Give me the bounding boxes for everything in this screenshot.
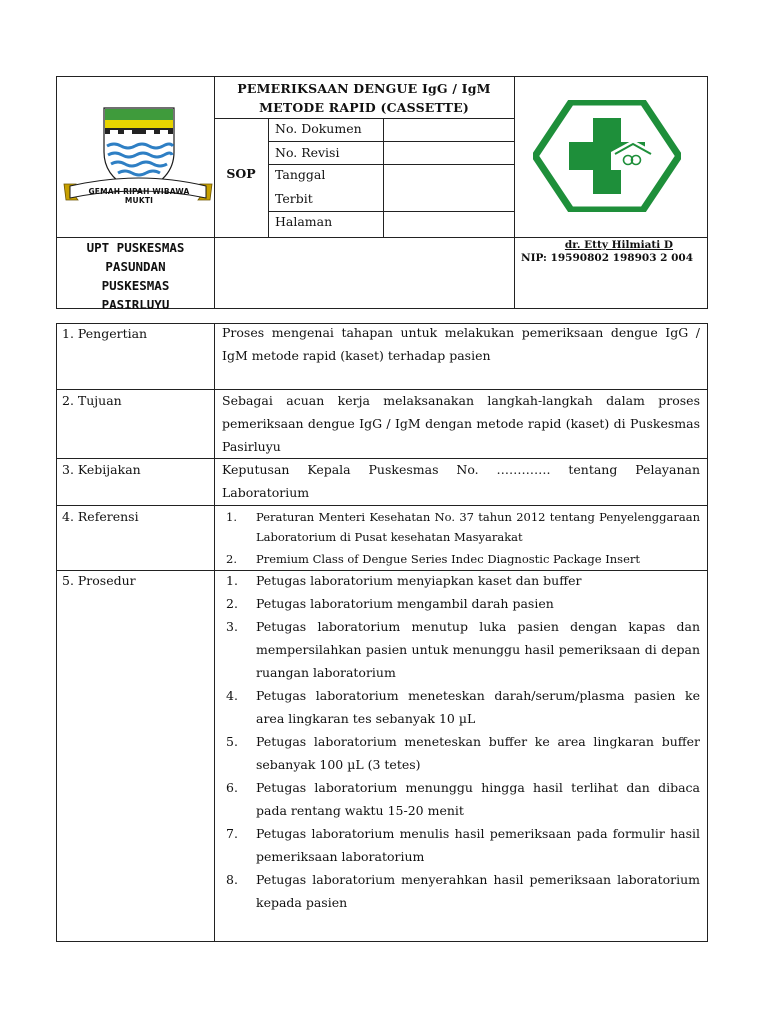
document-title [215, 79, 513, 117]
list-item: 1. Petugas laboratorium menyiapkan kaset dan buffer [226, 573, 582, 588]
org-line-1: UPT PUSKESMAS [86, 240, 185, 255]
text-tujuan: Sebagai acuan kerja melaksanakan langkah-langkah dalam proses pemeriksaan dengue IgG / IgM dengan metode rapid (kaset) di Puskesmas Pasirluyu [222, 393, 700, 454]
title-line-2: METODE RAPID (CASSETTE) [259, 100, 469, 115]
signatory-nip: NIP: 19590802 198903 2 004 [521, 252, 694, 264]
label-kebijakan: 3. Kebijakan [62, 462, 141, 477]
step-text: Petugas laboratorium menyiapkan kaset dan buffer [256, 573, 582, 588]
list-item: 3. Petugas laboratorium menutup luka pasien dengan kapas dan mempersilahkan pasien untuk menunggu hasil pemeriksaan di depan ruangan laboratorium [226, 619, 700, 680]
meta-no-dokumen: No. Dokumen [275, 121, 362, 136]
list-item: 4. Petugas laboratorium meneteskan darah/serum/plasma pasien ke area lingkaran tes sebanyak 10 µL [226, 688, 700, 726]
list-item: 8. Petugas laboratorium menyerahkan hasil pemeriksaan laboratorium kepada pasien [226, 872, 700, 910]
referensi-list [216, 507, 700, 571]
ref-text: Premium Class of Dengue Series Indec Diagnostic Package Insert [256, 552, 640, 566]
puskesmas-logo [533, 100, 681, 212]
ref-text: Peraturan Menteri Kesehatan No. 37 tahun 2012 tentang Penyelenggaraan Laboratorium di Pusat kesehatan Masyarakat [256, 510, 700, 544]
label-tujuan: 2. Tujuan [62, 393, 122, 408]
text-pengertian: Proses mengenai tahapan untuk melakukan pemeriksaan dengue IgG / IgM metode rapid (kaset) terhadap pasien [222, 325, 700, 363]
crest-motto: GEMAH RIPAH WIBAWA MUKTI [88, 187, 190, 205]
step-text: Petugas laboratorium menunggu hingga hasil terlihat dan dibaca pada rentang waktu 15-20 menit [256, 780, 700, 818]
signatory-name: dr. Etty Hilmiati D [564, 239, 673, 251]
list-item: 7. Petugas laboratorium menulis hasil pemeriksaan pada formulir hasil pemeriksaan laboratorium [226, 826, 700, 864]
org-line-4: PASIRLUYU [101, 297, 170, 312]
list-item: 5. Petugas laboratorium meneteskan buffer ke area lingkaran buffer sebanyak 100 µL (3 tetes) [226, 734, 700, 772]
organization-name [57, 238, 214, 314]
org-line-3: PUSKESMAS [101, 278, 170, 293]
list-item: 6. Petugas laboratorium menunggu hingga hasil terlihat dan dibaca pada rentang waktu 15-20 menit [226, 780, 700, 818]
label-pengertian: 1. Pengertian [62, 326, 148, 341]
list-item: 1. Peraturan Menteri Kesehatan No. 37 tahun 2012 tentang Penyelenggaraan Laboratorium di Pusat kesehatan Masyarakat [226, 510, 700, 544]
meta-tanggal: Tanggal [275, 167, 326, 182]
text-kebijakan: Keputusan Kepala Puskesmas No. …………. tentang Pelayanan Laboratorium [222, 462, 700, 500]
meta-halaman: Halaman [275, 214, 333, 229]
step-text: Petugas laboratorium meneteskan buffer ke area lingkaran buffer sebanyak 100 µL (3 tetes) [256, 734, 700, 772]
list-item: 2. Premium Class of Dengue Series Indec Diagnostic Package Insert [226, 552, 640, 566]
step-text: Petugas laboratorium menulis hasil pemeriksaan pada formulir hasil pemeriksaan laboratorium [256, 826, 700, 864]
label-referensi: 4. Referensi [62, 509, 139, 524]
city-crest-logo [62, 100, 214, 210]
org-line-2: PASUNDAN [105, 259, 166, 274]
step-text: Petugas laboratorium menyerahkan hasil pemeriksaan laboratorium kepada pasien [256, 872, 700, 910]
title-line-1: PEMERIKSAAN DENGUE IgG / IgM [237, 81, 491, 96]
label-prosedur: 5. Prosedur [62, 573, 136, 588]
meta-terbit: Terbit [275, 191, 313, 206]
step-text: Petugas laboratorium menutup luka pasien dengan kapas dan mempersilahkan pasien untuk menunggu hasil pemeriksaan di depan ruangan laboratorium [256, 619, 700, 680]
sop-label: SOP [226, 166, 256, 181]
meta-no-revisi: No. Revisi [275, 145, 340, 160]
step-text: Petugas laboratorium meneteskan darah/serum/plasma pasien ke area lingkaran tes sebanyak 10 µL [256, 688, 700, 726]
prosedur-list [216, 569, 700, 914]
list-item: 2. Petugas laboratorium mengambil darah pasien [226, 596, 554, 611]
step-text: Petugas laboratorium mengambil darah pasien [256, 596, 554, 611]
